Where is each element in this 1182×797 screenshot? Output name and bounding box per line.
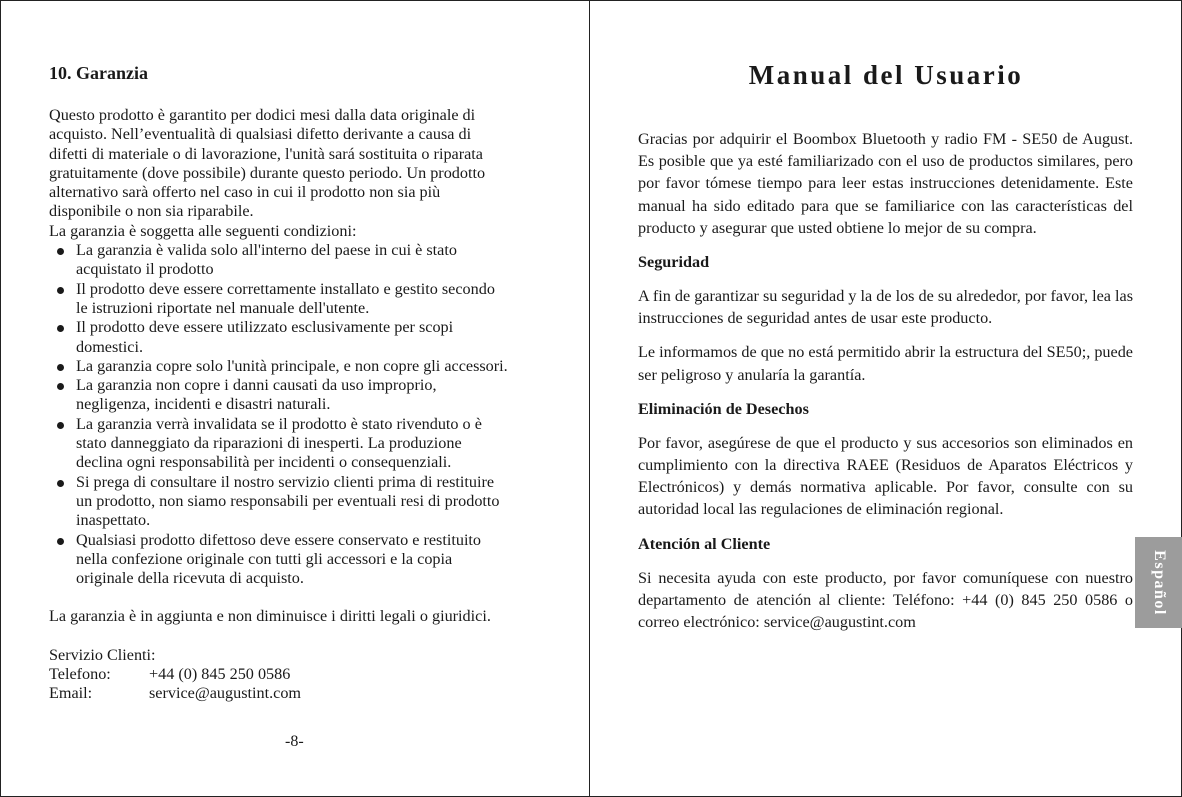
bullet-icon bbox=[57, 248, 64, 255]
language-tab-label: Español bbox=[1150, 549, 1168, 616]
language-tab bbox=[1135, 537, 1182, 628]
warranty-heading: 10. Garanzia bbox=[49, 63, 148, 83]
intro-line: alternativo sarà offerto nel caso in cui il prodotto non sia più bbox=[49, 183, 441, 202]
disposal-heading: Eliminación de Desechos bbox=[638, 399, 809, 418]
right-page bbox=[638, 128, 1133, 645]
intro-line: gratuitamente (dove possibile) durante questo periodo. Un prodotto bbox=[49, 163, 486, 182]
email-label: Email: bbox=[49, 684, 93, 703]
bullet-icon bbox=[57, 422, 64, 429]
bullet-icon bbox=[57, 538, 64, 545]
safety-paragraph: Le informamos de que no está permitido abrir la estructura del SE50;, puede ser peligroso y anularía la garantía. bbox=[638, 343, 1133, 384]
intro-line: Questo prodotto è garantito per dodici mesi dalla data originale di bbox=[49, 106, 476, 124]
support-heading: Atención al Cliente bbox=[638, 534, 771, 553]
condition-item: La garanzia non copre i danni causati da uso improprio, negligenza, incidenti e disastri naturali. bbox=[49, 376, 569, 415]
safety-paragraph: A fin de garantizar su seguridad y la de los de su alrededor, por favor, lea las instrucciones de seguridad antes de usar este producto. bbox=[638, 287, 1133, 328]
bullet-icon bbox=[57, 325, 64, 332]
intro-paragraph: Gracias por adquirir el Boombox Bluetooth y radio FM - SE50 de August. Es posible que ya esté familiarizado con el uso de productos similares, pero por favor tómese tiempo para leer estas instrucciones detenidamente. Este manual ha sido editado para que se familiarice con las características del producto y asegurar que usted obtiene lo mejor de su compra. bbox=[638, 130, 1133, 237]
left-page bbox=[49, 62, 569, 704]
intro-line: acquisto. Nell’eventualità di qualsiasi difetto derivante a causa di bbox=[49, 125, 472, 144]
conditions-list bbox=[49, 241, 569, 588]
bullet-icon bbox=[57, 287, 64, 294]
support-paragraph: Si necesita ayuda con este producto, por favor comuníquese con nuestro departamento de atención al cliente: Teléfono: +44 (0) 845 250 0586 o correo electrónico: service@augustint.com bbox=[638, 568, 1133, 632]
bullet-icon bbox=[57, 364, 64, 371]
intro-line: La garanzia è soggetta alle seguenti condizioni: bbox=[49, 221, 357, 240]
condition-item: Qualsiasi prodotto difettoso deve essere conservato e restituito nella confezione originale con tutti gli accessori e la copia originale della ricevuta di acquisto. bbox=[49, 531, 569, 589]
condition-item: Il prodotto deve essere utilizzato esclusivamente per scopi domestici. bbox=[49, 318, 569, 357]
condition-item: Si prega di consultare il nostro servizio clienti prima di restituire un prodotto, non siamo responsabili per eventuali resi di prodotto inaspettato. bbox=[49, 473, 569, 531]
condition-item: La garanzia verrà invalidata se il prodotto è stato rivenduto o è stato danneggiato da riparazioni di inesperti. La produzione declina ogni responsabilità per incidenti o consequenziali. bbox=[49, 415, 569, 473]
safety-heading: Seguridad bbox=[638, 253, 710, 272]
intro-line: difetti di materiale o di lavorazione, l'unità sará sostituita o riparata bbox=[49, 144, 483, 163]
disposal-paragraph: Por favor, asegúrese de que el producto y sus accesorios son eliminados en cumplimiento con la directiva RAEE (Residuos de Aparatos Eléctricos y Electrónicos) y demás normativa aplicable. Por favor, consulte con su autoridad local las regulaciones de eliminación regional. bbox=[638, 433, 1133, 519]
service-title: Servizio Clienti: bbox=[49, 645, 156, 664]
condition-item: La garanzia è valida solo all'interno del paese in cui è stato acquistato il prodotto bbox=[49, 241, 569, 280]
page-divider bbox=[589, 0, 590, 797]
warranty-intro bbox=[49, 106, 569, 241]
legal-note: La garanzia è in aggiunta e non diminuisce i diritti legali o giuridici. bbox=[49, 607, 491, 626]
bullet-icon bbox=[57, 480, 64, 487]
phone-value: +44 (0) 845 250 0586 bbox=[149, 665, 291, 684]
page-number: -8- bbox=[285, 733, 304, 750]
phone-row bbox=[49, 665, 569, 684]
email-value: service@augustint.com bbox=[149, 684, 302, 703]
condition-item: Il prodotto deve essere correttamente installato e gestito secondo le istruzioni riportate nel manuale dell'utente. bbox=[49, 280, 569, 319]
manual-title: Manual del Usuario bbox=[748, 60, 1024, 90]
condition-item: La garanzia copre solo l'unità principale, e non copre gli accessori. bbox=[49, 357, 569, 376]
intro-line: disponibile o non sia riparabile. bbox=[49, 202, 254, 221]
phone-label: Telefono: bbox=[49, 665, 111, 684]
email-row bbox=[49, 684, 569, 703]
bullet-icon bbox=[57, 383, 64, 390]
